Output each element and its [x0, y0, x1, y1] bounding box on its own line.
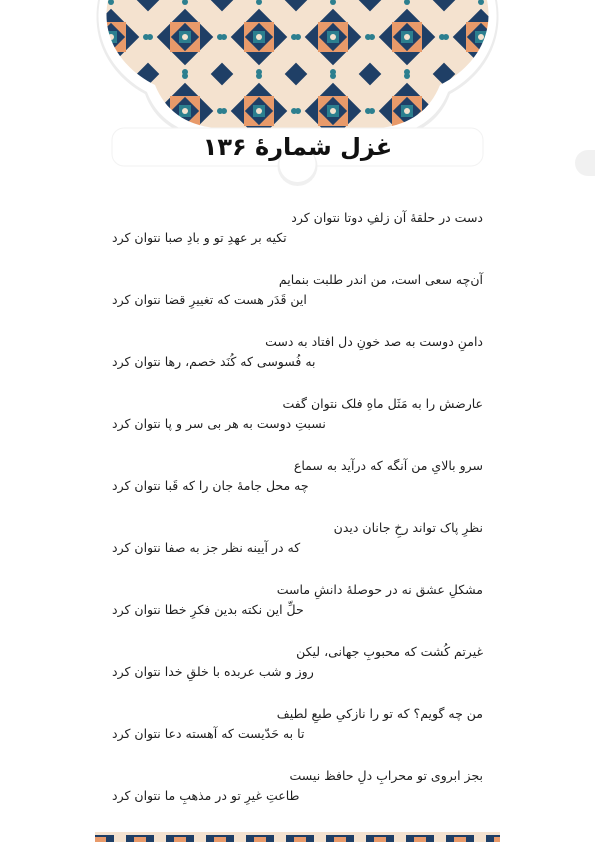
verse-second-hemistich: روز و شب عربده با خلقِ خدا نتوان کرد	[112, 664, 314, 679]
verse	[112, 518, 483, 580]
title-plaque	[112, 128, 483, 166]
verse	[112, 766, 483, 828]
verse-first-hemistich: من چه گویم؟ که تو را نازکیِ طبعِ لطیف	[276, 706, 483, 721]
verse	[112, 394, 483, 456]
verse-second-hemistich: طاعتِ غیرِ تو در مذهبِ ما نتوان کرد	[112, 788, 300, 803]
verse	[112, 642, 483, 704]
verse-first-hemistich: سرو بالایِ من آنگه که درآید به سماع	[293, 458, 483, 473]
verse-second-hemistich: چه محل جامهٔ جان را که قَبا نتوان کرد	[112, 478, 309, 493]
verse-first-hemistich: عارضش را به مَثَل ماهِ فلک نتوان گفت	[282, 396, 483, 411]
verse-first-hemistich: دامنِ دوست به صد خونِ دل افتاد به دست	[265, 334, 483, 349]
verse-second-hemistich: حلِّ این نکته بدین فکرِ خطا نتوان کرد	[112, 602, 304, 617]
verse	[112, 580, 483, 642]
verse-second-hemistich: نسبتِ دوست به هر بی سر و پا نتوان کرد	[112, 416, 326, 431]
side-tab-decoration	[575, 150, 595, 176]
tile-border-footer	[0, 832, 595, 842]
page-title: غزل شمارهٔ ۱۳۶	[202, 133, 393, 161]
verse-first-hemistich: بجز ابروی تو محرابِ دلِ حافظ نیست	[289, 768, 483, 783]
verse-second-hemistich: تکیه بر عهدِ تو و بادِ صبا نتوان کرد	[112, 230, 287, 245]
verse	[112, 704, 483, 766]
verse-second-hemistich: تا به حَدّیست که آهسته دعا نتوان کرد	[112, 726, 305, 741]
verse	[112, 270, 483, 332]
verse-first-hemistich: مشکلِ عشق نه در حوصلهٔ دانشِ ماست	[276, 582, 483, 597]
verse-first-hemistich: غیرتم کُشت که محبوبِ جهانی، لیکن	[296, 644, 483, 659]
verse-second-hemistich: که در آیینه نظر جز به صفا نتوان کرد	[112, 540, 301, 555]
poem-body	[112, 208, 483, 828]
verse	[112, 332, 483, 394]
verse-first-hemistich: آن‌چه سعی است، من اندر طلبت بنمایم	[278, 272, 483, 287]
verse-second-hemistich: به فُسوسی که کُنَد خصم، رها نتوان کرد	[112, 354, 316, 369]
verse-first-hemistich: نظرِ پاک تواند رخِ جانان دیدن	[333, 520, 483, 535]
verse	[112, 208, 483, 270]
verse	[112, 456, 483, 518]
verse-second-hemistich: این قَدَر هست که تغییرِ قضا نتوان کرد	[112, 292, 307, 307]
verse-first-hemistich: دست در حلقهٔ آن زلفِ دوتا نتوان کرد	[291, 210, 483, 225]
